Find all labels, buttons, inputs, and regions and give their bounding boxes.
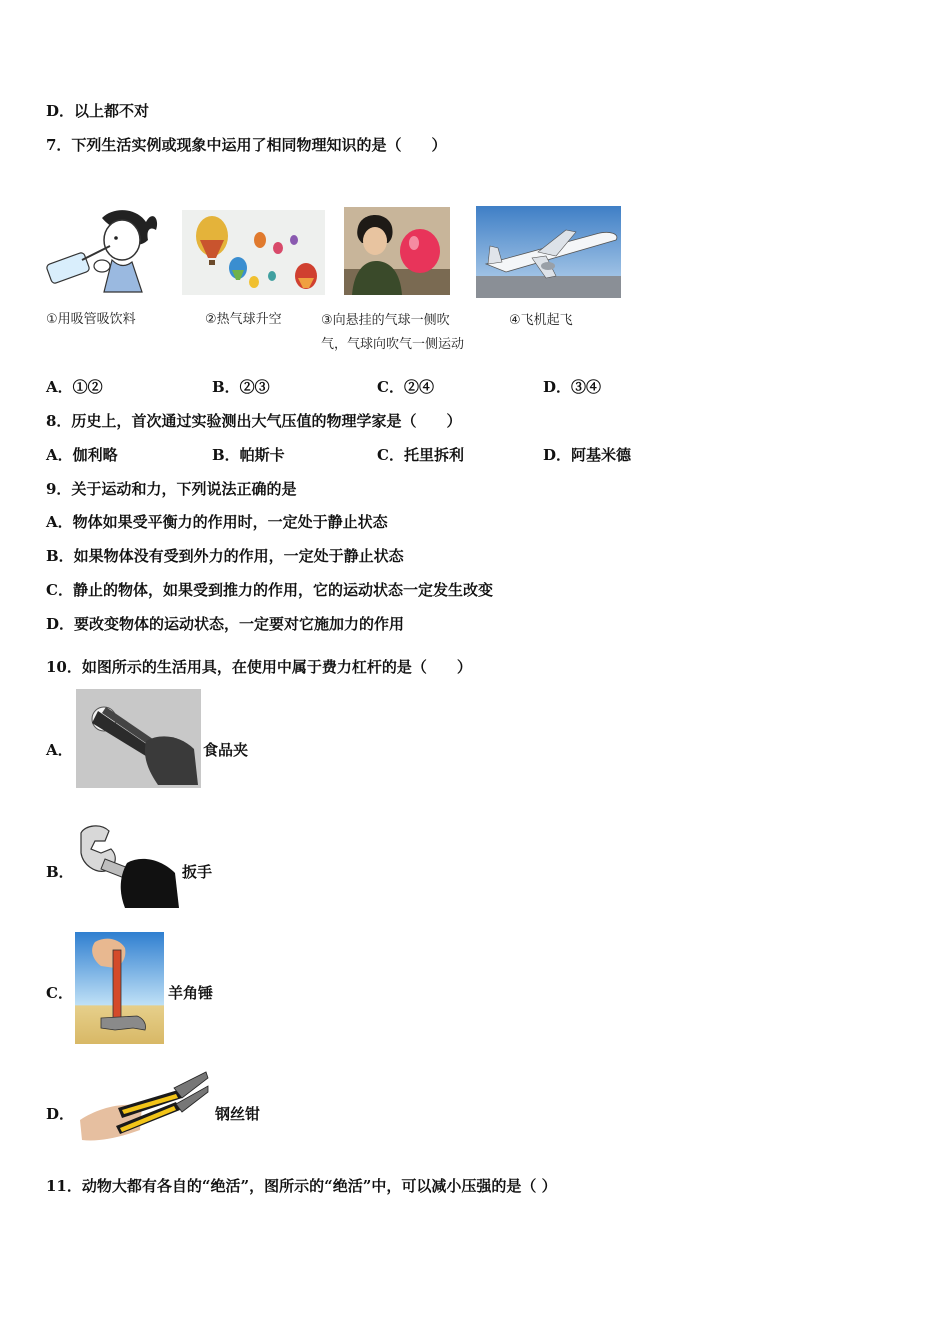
q9-stem: 9．关于运动和力，下列说法正确的是 [46,480,297,498]
q7-stem: 7．下列生活实例或现象中运用了相同物理知识的是（ ） [46,136,447,154]
q8-option-d: D．阿基米德 [543,446,632,464]
q8-option-b: B．帕斯卡 [212,446,285,464]
q9-option-d: D．要改变物体的运动状态，一定要对它施加力的作用 [46,615,405,633]
q10-option-d-letter: D． [46,1105,75,1123]
q8-option-c: C．托里拆利 [377,446,464,464]
q10-option-a-letter: A． [46,741,73,759]
q7-option-b: B．②③ [212,378,270,396]
q7-option-d: D．③④ [543,378,602,396]
q6-option-d: D．以上都不对 [46,102,150,120]
airplane-takeoff-image [476,206,621,298]
q10-option-c-name: 羊角锤 [168,984,214,1002]
blowing-balloon-image [344,207,450,295]
q9-option-b: B．如果物体没有受到外力的作用，一定处于静止状态 [46,547,404,565]
q7-caption-2: ②热气球升空 [205,312,282,327]
claw-hammer-image [75,932,164,1044]
wrench-image [75,823,181,908]
q9-option-a: A．物体如果受平衡力的作用时，一定处于静止状态 [46,513,388,531]
q8-option-a: A．伽利略 [46,446,118,464]
q9-option-c: C．静止的物体，如果受到推力的作用，它的运动状态一定发生改变 [46,581,493,599]
hot-air-balloons-image [182,210,325,295]
q7-caption-3a: ③向悬挂的气球一侧吹 [321,313,450,328]
q10-option-c-letter: C． [46,984,73,1002]
q7-caption-4: ④飞机起飞 [509,313,573,328]
food-tongs-image [76,689,201,788]
pliers-image [78,1068,210,1150]
q7-caption-3b: 气，气球向吹气一侧运动 [321,337,465,352]
q10-option-d-name: 钢丝钳 [215,1105,261,1123]
q7-caption-1: ①用吸管吸饮料 [46,312,136,327]
q8-stem: 8．历史上，首次通过实验测出大气压值的物理学家是（ ） [46,412,462,430]
q10-option-a-name: 食品夹 [203,741,249,759]
q10-option-b-name: 扳手 [182,863,213,881]
q10-stem: 10．如图所示的生活用具，在使用中属于费力杠杆的是（ ） [46,658,472,676]
q10-option-b-letter: B． [46,863,74,881]
q11-stem: 11．动物大都有各自的“绝活”，图所示的“绝活”中，可以减小压强的是（ ） [46,1177,557,1195]
q7-option-c: C．②④ [377,378,434,396]
q7-option-a: A．①② [46,378,103,396]
girl-drinking-straw-image [42,200,162,300]
